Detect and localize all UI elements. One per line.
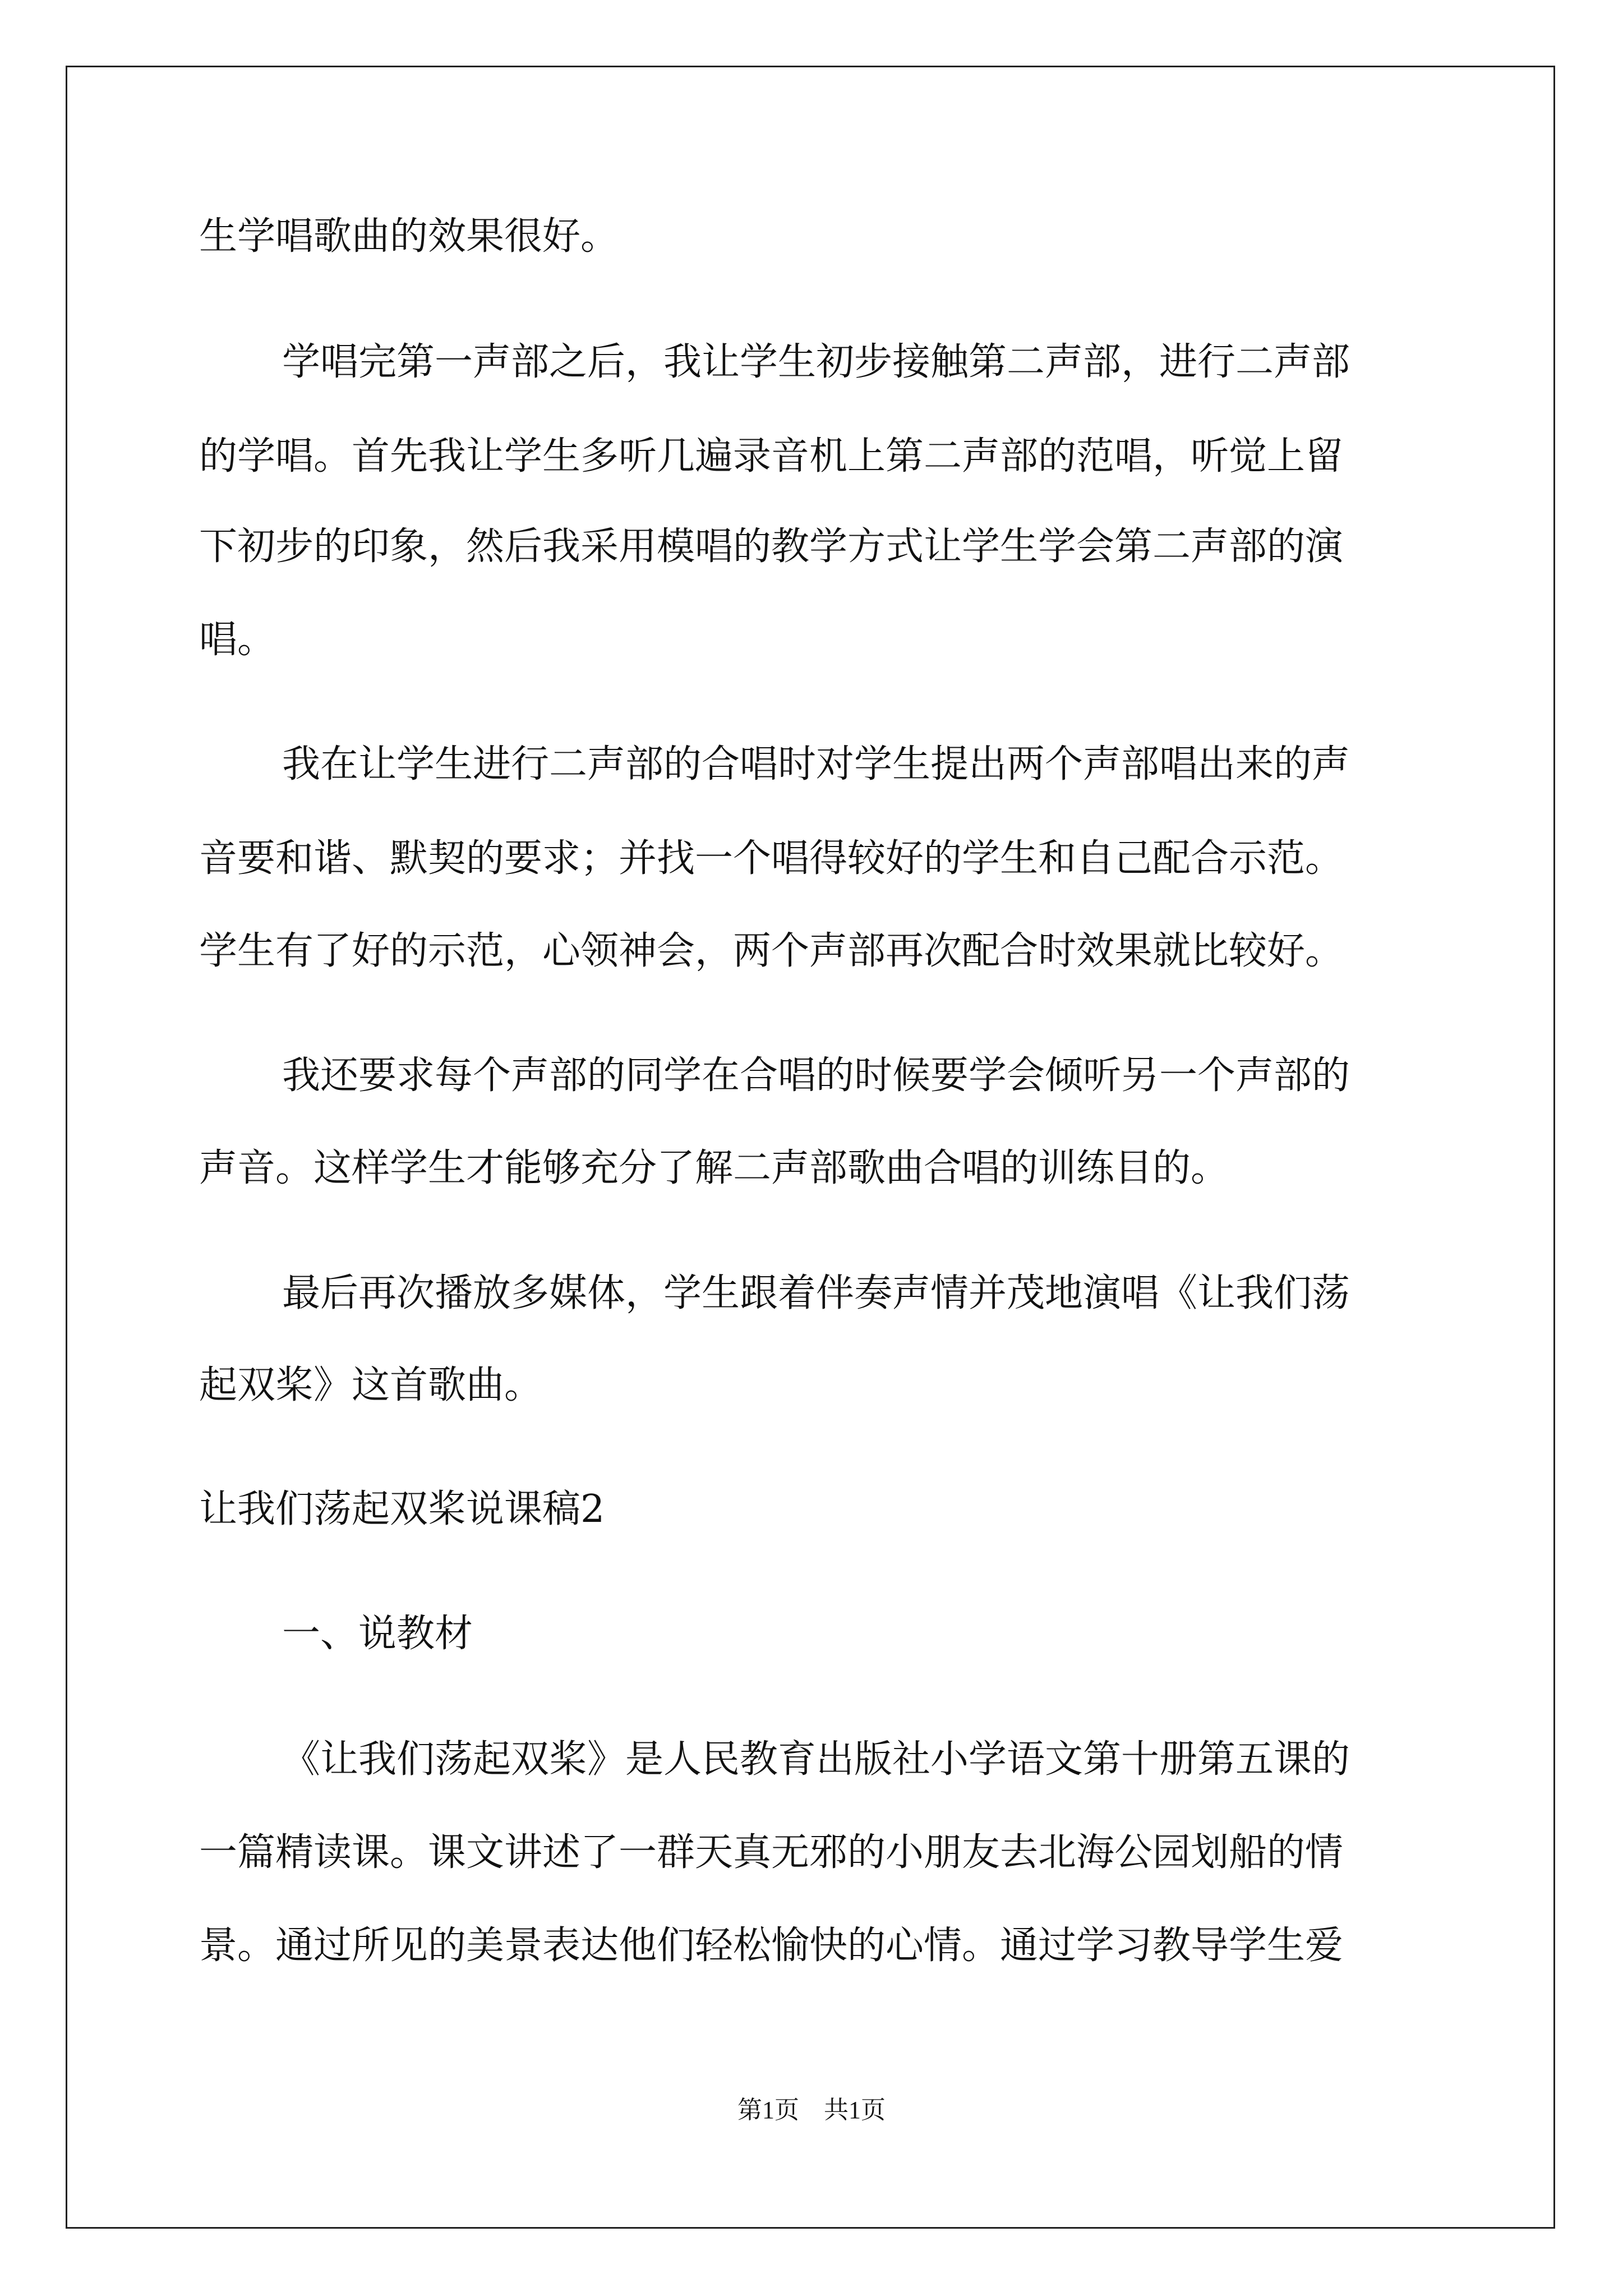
paragraph-line: 起双桨》这首歌曲。 bbox=[199, 1363, 543, 1407]
paragraph-line: 学唱完第一声部之后，我让学生初步接触第二声部，进行二声部 bbox=[282, 340, 1350, 384]
paragraph-line: 生学唱歌曲的效果很好。 bbox=[199, 214, 619, 259]
page-footer: 第1页 共1页 bbox=[737, 2096, 886, 2124]
paragraph-line: 一篇精读课。课文讲述了一群天真无邪的小朋友去北海公园划船的情 bbox=[199, 1830, 1344, 1875]
paragraph-line: 声音。这样学生才能够充分了解二声部歌曲合唱的训练目的。 bbox=[199, 1146, 1229, 1190]
paragraph-line: 下初步的印象，然后我采用模唱的教学方式让学生学会第二声部的演 bbox=[199, 524, 1344, 569]
paragraph-line: 《让我们荡起双桨》是人民教育出版社小学语文第十册第五课的 bbox=[282, 1737, 1350, 1782]
paragraph-line: 学生有了好的示范，心领神会，两个声部再次配合时效果就比较好。 bbox=[199, 929, 1344, 973]
subsection-heading: 一、说教材 bbox=[282, 1612, 473, 1656]
section-heading: 让我们荡起双桨说课稿2 bbox=[199, 1487, 605, 1531]
paragraph-line: 最后再次播放多媒体，学生跟着伴奏声情并茂地演唱《让我们荡 bbox=[282, 1271, 1350, 1315]
paragraph-line: 景。通过所见的美景表达他们轻松愉快的心情。通过学习教导学生爱 bbox=[199, 1924, 1344, 1968]
paragraph-line: 我还要求每个声部的同学在合唱的时候要学会倾听另一个声部的 bbox=[282, 1053, 1350, 1098]
paragraph-line: 我在让学生进行二声部的合唱时对学生提出两个声部唱出来的声 bbox=[282, 742, 1350, 786]
paragraph-line: 唱。 bbox=[199, 618, 276, 662]
paragraph-line: 音要和谐、默契的要求；并找一个唱得较好的学生和自己配合示范。 bbox=[199, 836, 1344, 881]
paragraph-line: 的学唱。首先我让学生多听几遍录音机上第二声部的范唱，听觉上留 bbox=[199, 434, 1344, 478]
